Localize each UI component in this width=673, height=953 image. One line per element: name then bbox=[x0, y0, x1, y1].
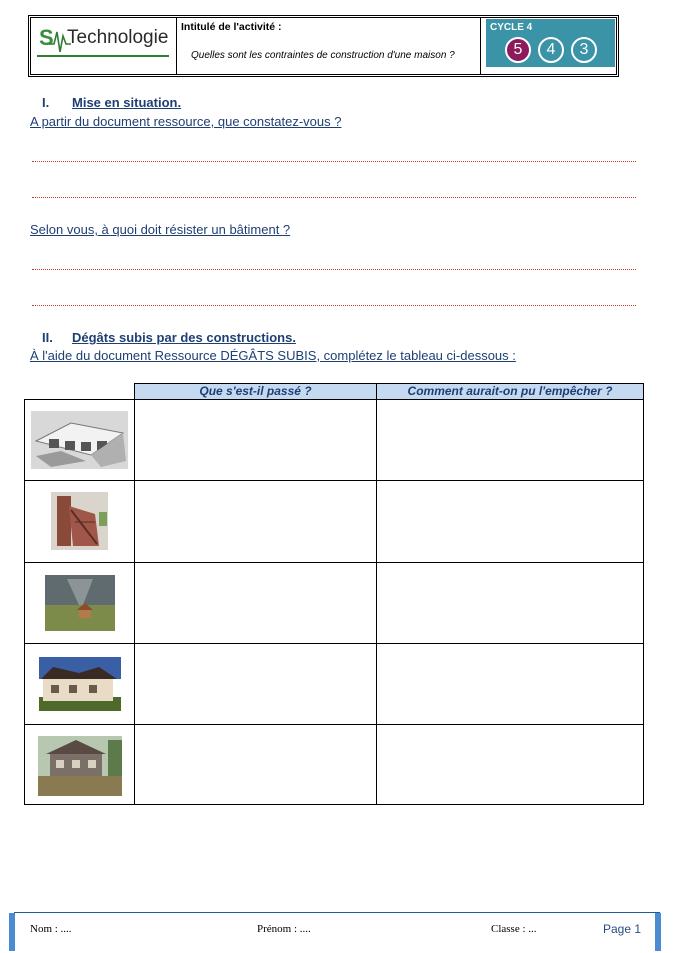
answer-cell[interactable] bbox=[377, 725, 643, 804]
level-5-badge: 5 bbox=[505, 37, 531, 63]
footer-right-bar bbox=[655, 913, 661, 951]
answer-cell[interactable] bbox=[135, 563, 376, 643]
activity-label: Intitulé de l'activité : bbox=[181, 21, 282, 33]
cycle-badge bbox=[486, 19, 615, 67]
question-1: A partir du document ressource, que constatez-vous ? bbox=[30, 114, 342, 129]
damage-table bbox=[24, 399, 644, 805]
answer-line[interactable] bbox=[32, 269, 636, 270]
logo-underline bbox=[37, 55, 169, 57]
answer-cell[interactable] bbox=[377, 563, 643, 643]
logo-mark: S bbox=[39, 25, 54, 50]
answer-cell[interactable] bbox=[377, 400, 643, 480]
logo-text: Technologie bbox=[67, 27, 169, 48]
earthquake-damaged-building-photo bbox=[31, 411, 128, 469]
column-header-prevention: Comment aurait-on pu l'empêcher ? bbox=[407, 384, 613, 398]
footer-name-field: Nom : .... bbox=[30, 923, 72, 935]
answer-line[interactable] bbox=[32, 305, 636, 306]
section-2-number: II. bbox=[42, 330, 53, 345]
column-header-what-happened: Que s'est-il passé ? bbox=[135, 384, 377, 399]
answer-line[interactable] bbox=[32, 161, 636, 162]
answer-cell[interactable] bbox=[135, 644, 376, 724]
flooded-house-photo bbox=[38, 736, 122, 796]
activity-title-cell bbox=[177, 18, 481, 74]
page-number: Page 1 bbox=[603, 922, 642, 936]
answer-line[interactable] bbox=[32, 197, 636, 198]
collapsed-wooden-structure-photo bbox=[51, 492, 108, 550]
logo-cell bbox=[31, 18, 177, 74]
section-1-number: I. bbox=[42, 95, 50, 110]
footer-firstname-field: Prénom : .... bbox=[257, 923, 311, 935]
level-3-badge: 3 bbox=[571, 37, 597, 63]
footer-class-field: Classe : ... bbox=[491, 923, 537, 935]
answer-cell[interactable] bbox=[377, 644, 643, 724]
section-1-heading bbox=[42, 95, 181, 110]
question-2: Selon vous, à quoi doit résister un bâtiment ? bbox=[30, 222, 291, 237]
section-1-title: Mise en situation. bbox=[72, 95, 182, 110]
section-2-instruction: À l'aide du document Ressource DÉGÂTS SUBIS, complétez le tableau ci-dessous : bbox=[30, 348, 516, 363]
house-with-damaged-roof-photo bbox=[39, 657, 121, 711]
cycle-label: CYCLE 4 bbox=[490, 22, 533, 33]
activity-question: Quelles sont les contraintes de construction d'une maison ? bbox=[191, 50, 455, 61]
footer-left-bar bbox=[9, 913, 15, 951]
answer-cell[interactable] bbox=[135, 725, 376, 804]
answer-cell[interactable] bbox=[135, 400, 376, 480]
tornado-over-field-photo bbox=[45, 575, 115, 631]
footer-divider bbox=[14, 912, 660, 913]
answer-cell[interactable] bbox=[135, 481, 376, 562]
section-2-title: Dégâts subis par des constructions. bbox=[72, 330, 296, 345]
level-4-badge: 4 bbox=[538, 37, 564, 63]
section-2-heading bbox=[42, 330, 296, 345]
answer-cell[interactable] bbox=[377, 481, 643, 562]
table-header-row bbox=[134, 383, 644, 400]
activity-header bbox=[28, 15, 619, 77]
